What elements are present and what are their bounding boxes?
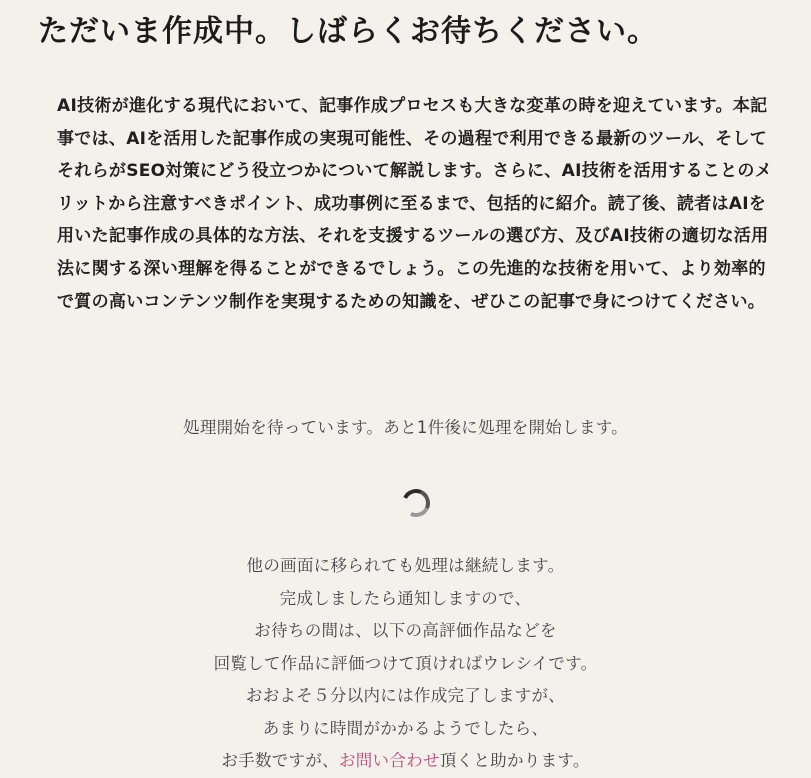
notice-contact-suffix: 頂くと助かります。 [439,751,590,770]
notice-contact-prefix: お手数ですが、 [221,751,339,770]
notice-line: あまりに時間がかかるようでしたら、 [262,718,549,738]
notice-line-contact [0,745,811,778]
article-summary: AI技術が進化する現代において、記事作成プロセスも大きな変革の時を迎えています。本記事では、AIを活用した記事作成の実現可能性、その過程で利用できる最新のツール、そしてそれらがSEO対策にどう役立つかについて解説します。さらに、AI技術を活用することのメリットから注意すべきポイント、成功事例に至るまで、包括的に紹介。読了後、読者はAIを用いた記事作成の具体的な方法、それを支援するツールの選び方、及びAI技術の適切な活用法に関する深い理解を得ることができるでしょう。この先進的な技術を用いて、より効率的で質の高いコンテンツ制作を実現するための知識を、ぜひこの記事で身につけてください。 [57,96,772,312]
notice-line: 完成しましたら通知しますので、 [279,588,532,608]
notice-line: 他の画面に移られても処理は継続します。 [246,556,565,575]
page-title: ただいま作成中。しばらくお待ちください。 [38,14,658,49]
loading-spinner-icon [398,485,434,521]
waiting-notice [0,550,811,778]
loading-spinner [399,486,435,522]
notice-line: おおよそ５分以内には作成完了しますが、 [245,686,566,705]
contact-link[interactable]: お問い合わせ [338,751,440,770]
queue-status-text: 処理開始を待っています。あと1件後に処理を開始します。 [183,418,628,437]
notice-line: お待ちの間は、以下の高評価作品などを [254,621,557,640]
notice-line: 回覧して作品に評価つけて頂ければウレシイです。 [213,653,598,673]
